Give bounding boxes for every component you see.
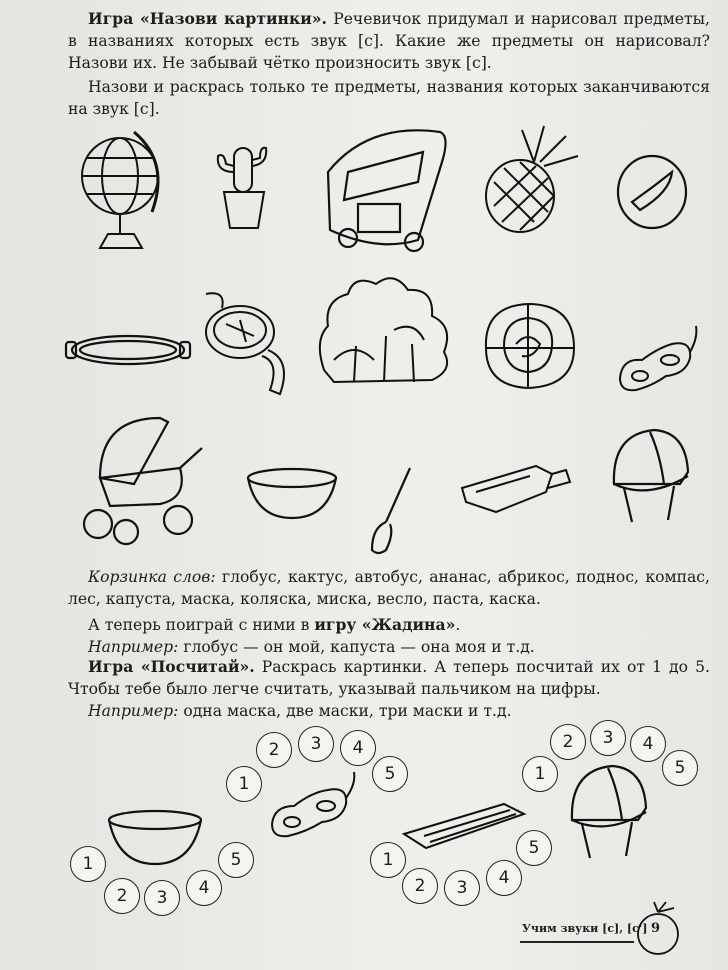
greedy-example-text: глобус — он мой, капуста — она моя и т.д. xyxy=(178,638,535,656)
number-circle[interactable]: 5 xyxy=(372,756,408,792)
intro-text: Речевичок придумал и нарисовал предметы, в названиях которых есть звук [с]. Какие же предметы он нарисовал? Назови их. Не забывай чётко произносить звук [с]. xyxy=(68,10,711,72)
count-text: Раскрась картинки. А теперь посчитай их от 1 до 5. Чтобы тебе было легче считать, указывай пальчиком на цифры. xyxy=(68,658,710,698)
helmet-icon xyxy=(562,760,652,864)
number-circle[interactable]: 4 xyxy=(340,730,376,766)
intro-task: Назови и раскрась только те предметы, названия которых заканчиваются на звук [с]. xyxy=(68,78,710,118)
count-block xyxy=(68,656,710,722)
basket-label: Корзинка слов: xyxy=(88,568,216,586)
board-icon xyxy=(400,798,528,854)
count-example-text: одна маска, две маски, три маски и т.д. xyxy=(178,702,512,720)
helmet-icon xyxy=(604,424,694,528)
number-circle[interactable]: 1 xyxy=(70,846,106,882)
number-circle[interactable]: 1 xyxy=(226,766,262,802)
number-circle[interactable]: 2 xyxy=(104,878,140,914)
number-circle[interactable]: 5 xyxy=(662,750,698,786)
number-circle[interactable]: 4 xyxy=(486,860,522,896)
mask-icon xyxy=(612,318,702,398)
greedy-example-label: Например: xyxy=(88,638,179,656)
compass-icon xyxy=(196,290,296,400)
globe-icon xyxy=(72,122,172,257)
number-circle[interactable]: 3 xyxy=(298,726,334,762)
number-circle[interactable]: 1 xyxy=(370,842,406,878)
bowl-icon xyxy=(244,466,340,522)
apricot-icon xyxy=(612,148,692,233)
cabbage-icon xyxy=(474,296,584,394)
intro-title: Игра «Назови картинки». xyxy=(88,9,327,28)
number-circle[interactable]: 5 xyxy=(218,842,254,878)
number-circle[interactable]: 2 xyxy=(550,724,586,760)
greedy-game: игру «Жадина» xyxy=(314,615,456,634)
mask-icon xyxy=(266,766,362,844)
paste-icon xyxy=(456,452,576,522)
greedy-text: А теперь поиграй с ними в xyxy=(88,616,315,634)
tray-icon xyxy=(64,322,192,378)
basket-words: глобус, кактус, автобус, ананас, абрикос, поднос, компас, лес, капуста, маска, коляска, миска, весло, паста, каска. xyxy=(68,568,710,608)
number-circle[interactable]: 1 xyxy=(522,756,558,792)
bowl-icon xyxy=(104,808,206,868)
greedy-text-after: . xyxy=(455,616,461,634)
page-number: 9 xyxy=(651,921,661,936)
forest-icon xyxy=(314,270,462,390)
bus-icon xyxy=(318,122,453,257)
basket-block xyxy=(68,566,710,610)
intro-block xyxy=(68,8,710,120)
oar-icon xyxy=(368,464,418,560)
number-circle[interactable]: 2 xyxy=(402,868,438,904)
stroller-icon xyxy=(70,408,210,548)
cactus-icon xyxy=(210,138,278,233)
pineapple-icon xyxy=(474,122,584,237)
footer-divider xyxy=(520,941,634,943)
count-title: Игра «Посчитай». xyxy=(88,657,255,676)
count-example-label: Например: xyxy=(88,702,179,720)
number-circle[interactable]: 2 xyxy=(256,732,292,768)
number-circle[interactable]: 4 xyxy=(630,726,666,762)
number-circle[interactable]: 3 xyxy=(590,720,626,756)
number-circle[interactable]: 3 xyxy=(144,880,180,916)
number-circle[interactable]: 4 xyxy=(186,870,222,906)
number-circle[interactable]: 3 xyxy=(444,870,480,906)
number-circle[interactable]: 5 xyxy=(516,830,552,866)
footer-title: Учим звуки [с], [с'] xyxy=(522,922,648,935)
greedy-block xyxy=(68,614,710,658)
